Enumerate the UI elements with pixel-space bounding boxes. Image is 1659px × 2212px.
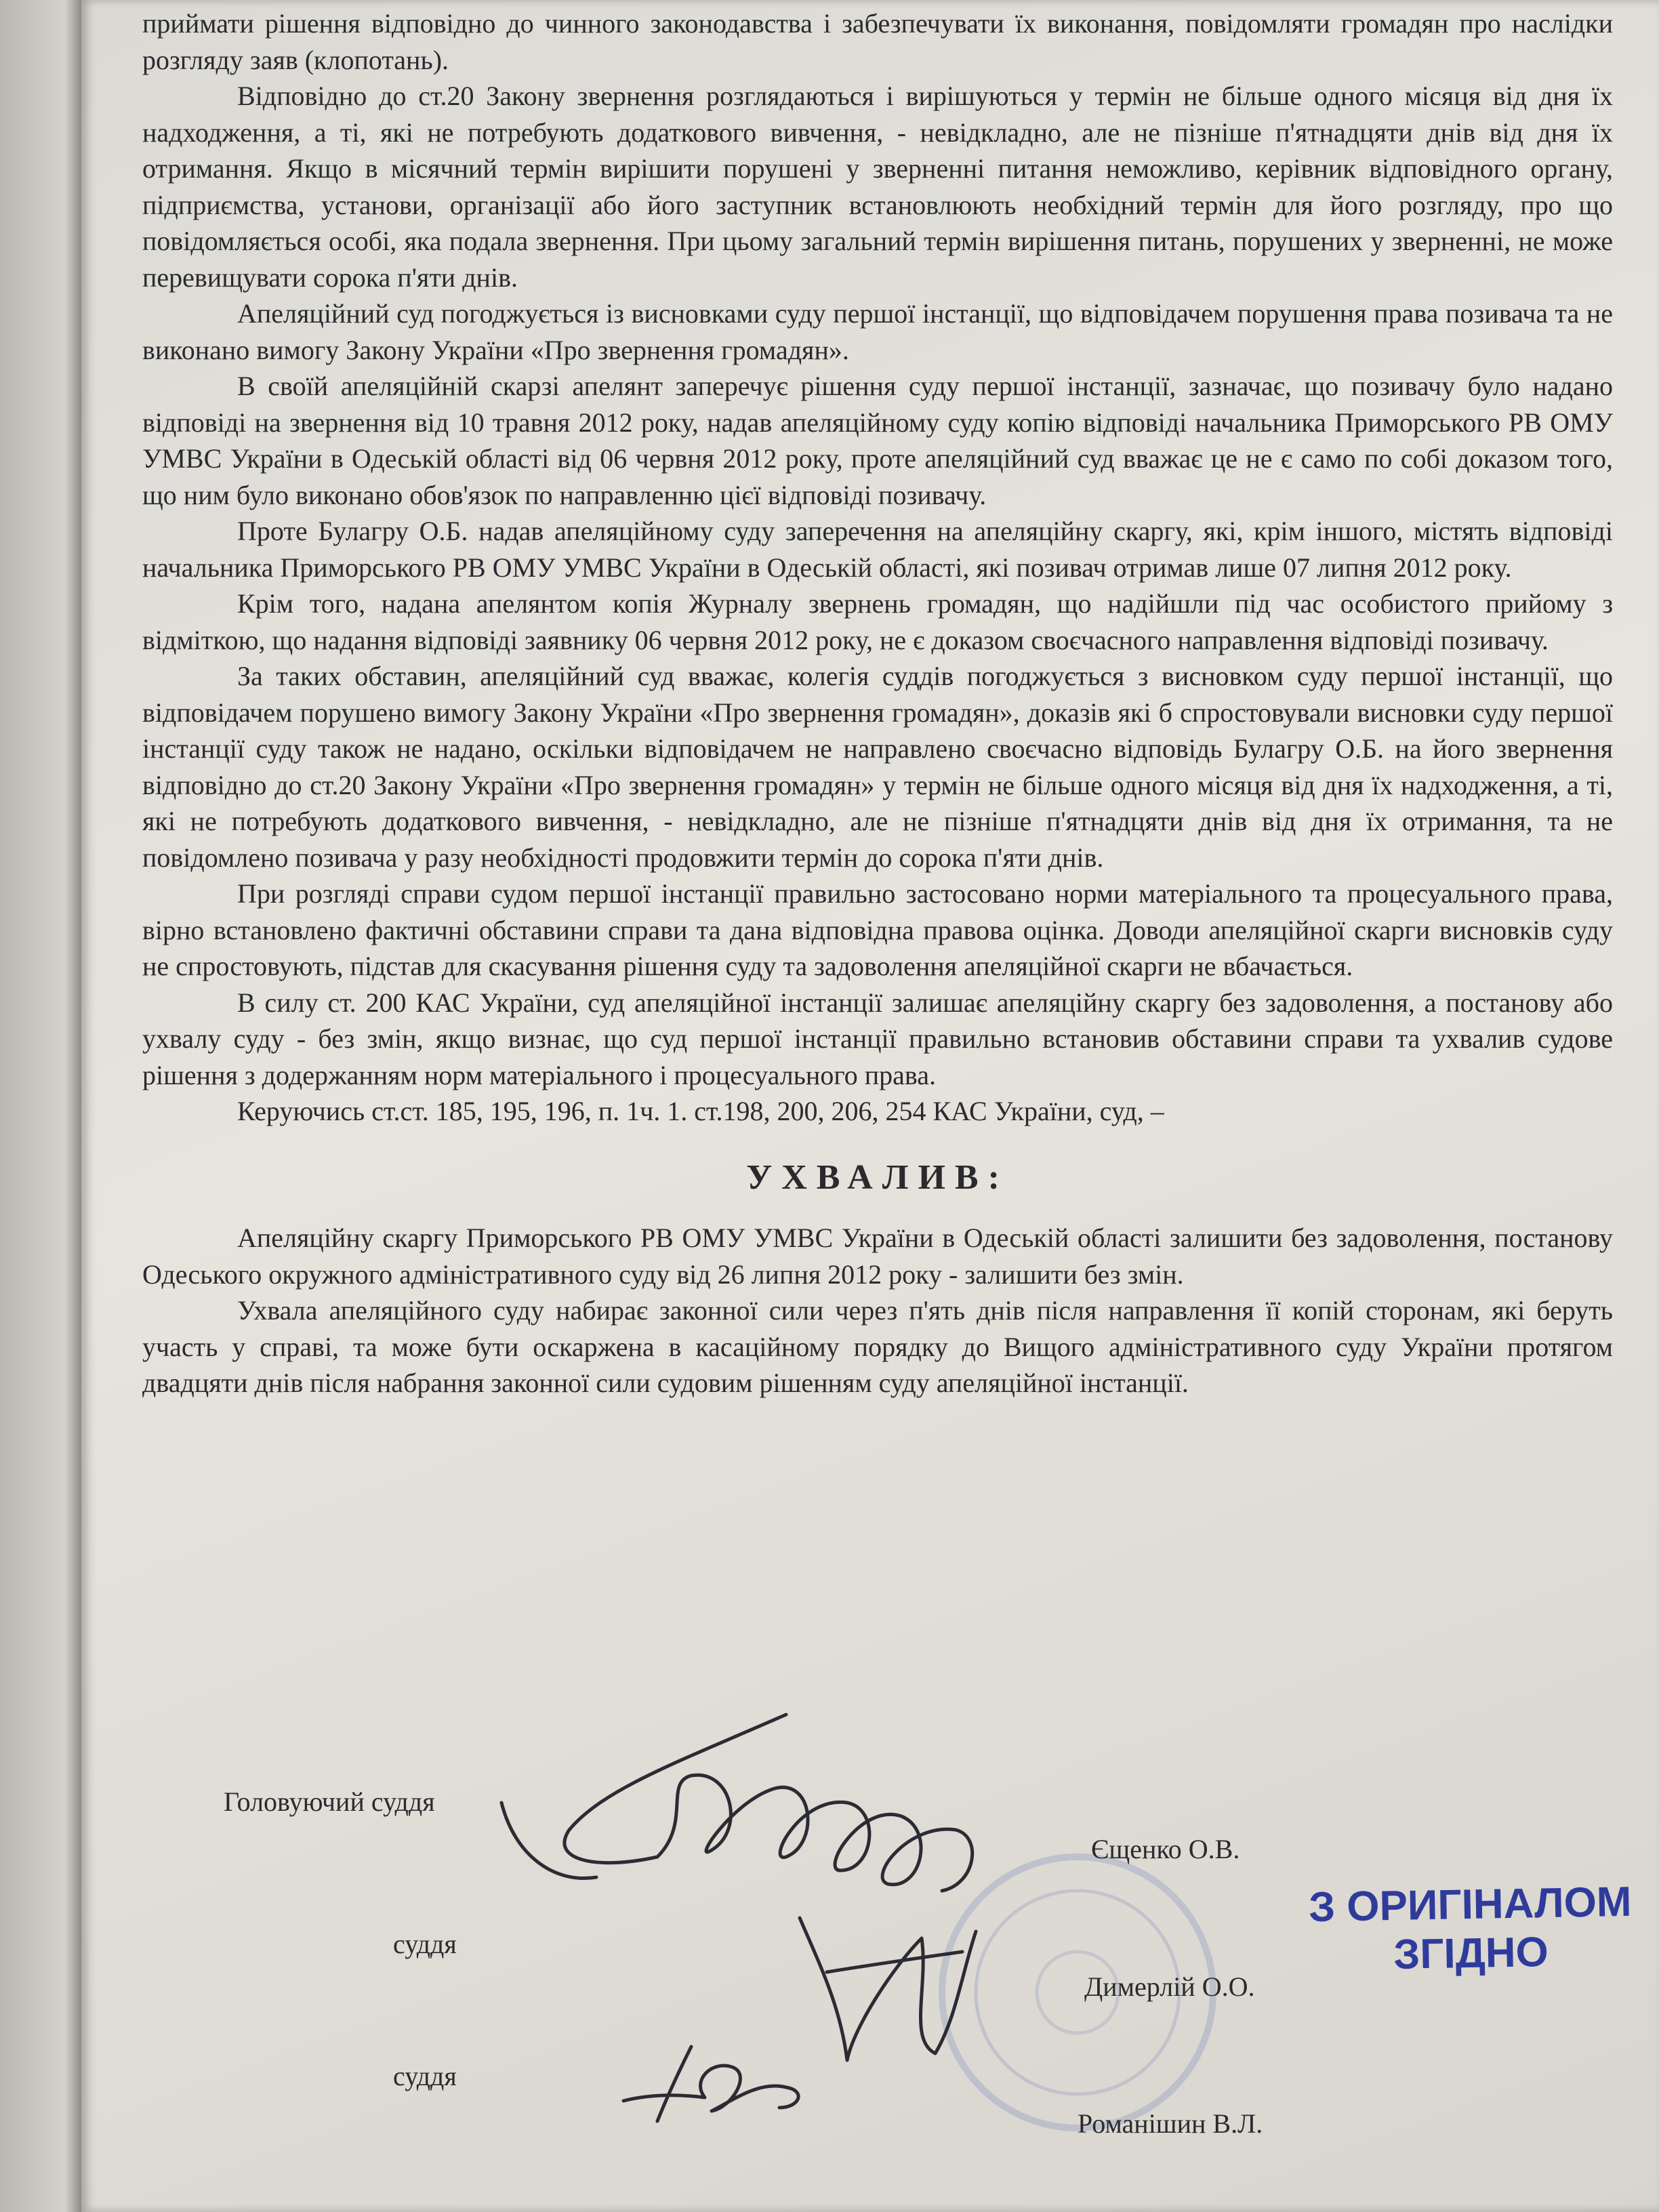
judge-3-name: Романішин В.Л.: [1078, 2108, 1263, 2139]
presiding-judge-name: Єщенко О.В.: [1091, 1834, 1240, 1864]
stamp-line-1: З ОРИГІНАЛОМ: [1308, 1878, 1633, 1931]
paragraph-4: В своїй апеляційній скарзі апелянт заперечує рішення суду першої інстанції, зазначає, що позивачу було надано відповіді на звернення від 10 травня 2012 року, надав апеляційному суду копію відповіді начальника Приморського РВ ОМУ УМВС України в Одеській області від 06 червня 2012 року, проте апеляційний суд вважає це не є само по собі доказом того, що ним було виконано обов'язок по направленню цієї відповіді позивачу.: [142, 371, 1613, 510]
presiding-judge-label: Головуючий суддя: [224, 1786, 435, 1817]
binding-edge: [0, 0, 81, 2212]
paragraph-5: Проте Булагру О.Б. надав апеляційному суду заперечення на апеляційну скаргу, які, крім іншого, містять відповіді начальника Приморського РВ ОМУ УМВС України в Одеській області, які позивач отримав лише 07 липня 2012 року.: [142, 516, 1613, 583]
paragraph-10: Керуючись ст.ст. 185, 195, 196, п. 1ч. 1. ст.198, 200, 206, 254 КАС України, суд, –: [237, 1096, 1164, 1126]
judge-2-label: суддя: [393, 1929, 457, 1959]
paragraph-6: Крім того, надана апелянтом копія Журналу звернень громадян, що надійшли під час особистого прийому з відміткою, що надання відповіді заявнику 06 червня 2012 року, не є доказом своєчасного направлення відповіді позивачу.: [142, 588, 1613, 655]
certified-copy-stamp: [1294, 1877, 1647, 1981]
paragraph-1: приймати рішення відповідно до чинного законодавства і забезпечувати їх виконання, повідомляти громадян про наслідки розгляду заяв (клопотань).: [142, 8, 1613, 75]
resolution-paragraph-1: Апеляційну скаргу Приморського РВ ОМУ УМВС України в Одеській області залишити без задоволення, постанову Одеського окружного адміністративного суду від 26 липня 2012 року - залишити без змін.: [142, 1223, 1613, 1290]
paragraph-7: За таких обставин, апеляційний суд вважає, колегія суддів погоджується з висновком суду першої інстанції, що відповідачем порушено вимогу Закону України «Про звернення громадян», доказів які б спростовували висновки суду першої інстанції суду також не надано, оскільки відповідачем не направлено своєчасно відповідь Булагру О.Б. на його звернення відповідно до ст.20 Закону України «Про звернення громадян» у термін не більше одного місяця від дня їх надходження, а ті, які не потребують додаткового вивчення, - невідкладно, але не пізніше п'ятнадцяти днів від дня їх отримання, та не повідомлено позивача у разу необхідності продовжити термін до сорока п'яти днів.: [142, 661, 1613, 873]
paragraph-2: Відповідно до ст.20 Закону звернення розглядаються і вирішуються у термін не більше одного місяця від дня їх надходження, а ті, які не потребують додаткового вивчення, - невідкладно, але не пізніше п'ятнадцяти днів від дня їх отримання. Якщо в місячний термін вирішити порушені у зверненні питання неможливо, керівник відповідного органу, підприємства, установи, організації або його заступник встановлюють необхідний термін для його розгляду, про що повідомляється особі, яка подала звернення. При цьому загальний термін вирішення питань, порушених у зверненні, не може перевищувати сорока п'яти днів.: [142, 81, 1613, 293]
resolution-paragraph-2: Ухвала апеляційного суду набирає законної сили через п'ять днів після направлення її копій сторонам, які беруть участь у справі, та може бути оскаржена в касаційному порядку до Вищого адміністративного суду України протягом двадцяти днів після набрання законної сили судовим рішенням суду апеляційної інстанції.: [142, 1295, 1613, 1398]
handwritten-signatures: [81, 0, 1659, 2212]
document-page: [81, 0, 1659, 2212]
paragraph-9: В силу ст. 200 КАС України, суд апеляційної інстанції залишає апеляційну скаргу без задоволення, а постанову або ухвалу суду - без змін, якщо визнає, що суд першої інстанції правильно встановив обставини справи та ухвалив судове рішення з додержанням норм матеріального і процесуального права.: [142, 987, 1613, 1090]
paragraph-3: Апеляційний суд погоджується із висновками суду першої інстанції, що відповідачем порушення права позивача та не виконано вимогу Закону України «Про звернення громадян».: [142, 298, 1613, 365]
resolution-heading: УХВАЛИВ:: [746, 1158, 1009, 1197]
stamp-line-2: ЗГІДНО: [1393, 1929, 1549, 1978]
paragraph-8: При розгляді справи судом першої інстанції правильно застосовано норми матеріального та процесуального права, вірно встановлено фактичні обставини справи та дана відповідна правова оцінка. Доводи апеляційної скарги висновків суду не спростовують, підстав для скасування рішення суду та задоволення апеляційної скарги не вбачається.: [142, 878, 1613, 981]
judge-3-label: суддя: [393, 2061, 457, 2091]
judge-2-name: Димерлій О.О.: [1084, 1971, 1255, 2002]
